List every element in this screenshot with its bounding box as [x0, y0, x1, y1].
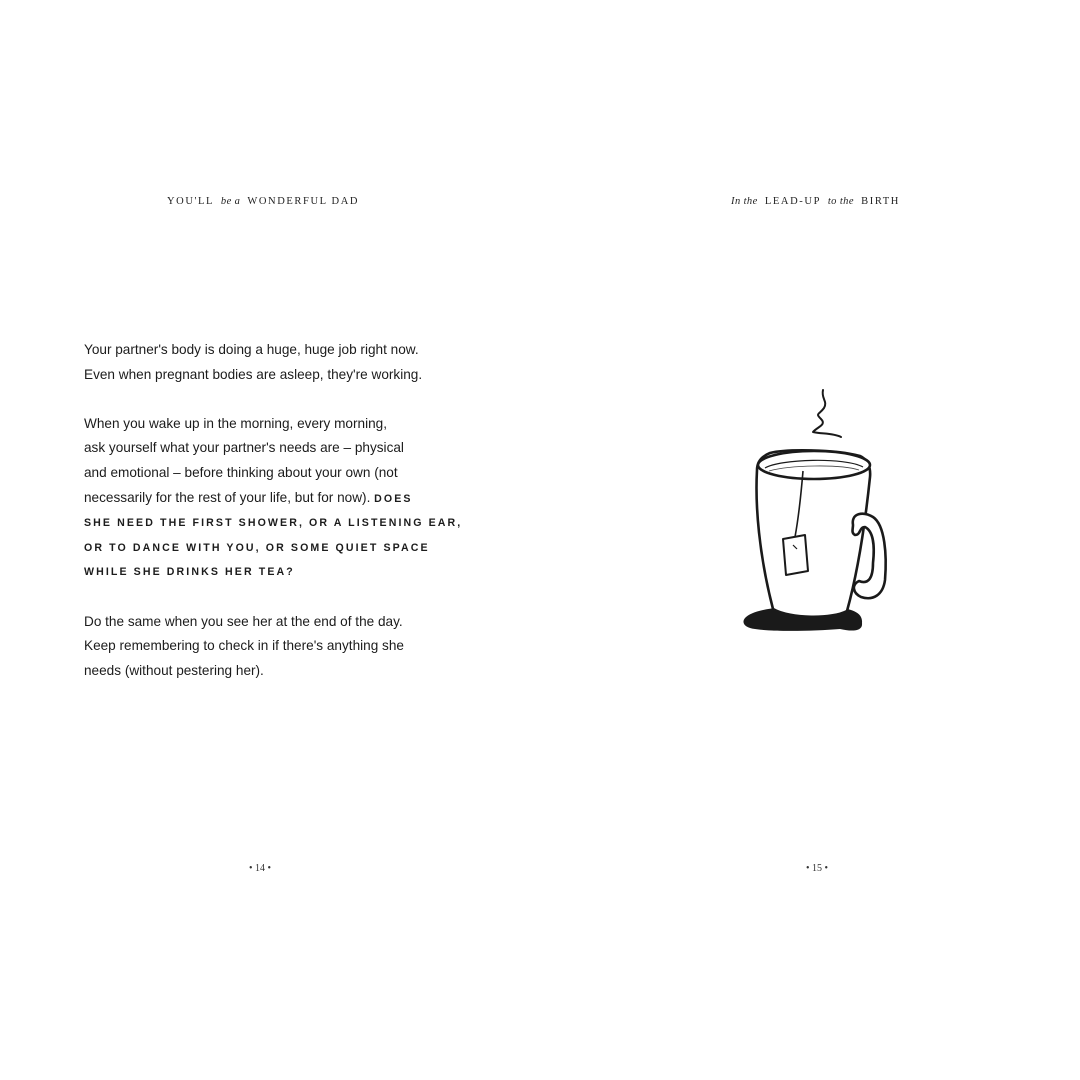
paragraph-3-line-3: needs (without pestering her).: [84, 662, 264, 678]
running-head-left-part3: WONDERFUL DAD: [247, 196, 360, 207]
paragraph-2-line-1: When you wake up in the morning, every morning,: [84, 415, 387, 431]
emphasis-caps-4: WHILE SHE DRINKS HER TEA?: [84, 566, 295, 579]
running-head-right: [728, 196, 900, 207]
paragraph-3: [84, 610, 464, 684]
emphasis-caps-2: SHE NEED THE FIRST SHOWER, OR A LISTENING EAR,: [84, 517, 463, 530]
steam-icon: [813, 390, 841, 437]
paragraph-2-line-3: and emotional – before thinking about your own (not: [84, 464, 398, 480]
body-text: [84, 338, 464, 708]
paragraph-1: [84, 338, 464, 387]
running-head-left: [167, 196, 359, 207]
tea-mug-icon: [735, 385, 895, 645]
paragraph-2-line-2: ask yourself what your partner's needs are – physical: [84, 440, 404, 456]
emphasis-caps-1: DOES: [374, 492, 413, 505]
running-head-right-part3: to the: [827, 196, 854, 207]
paragraph-3-line-2: Keep remembering to check in if there's anything she: [84, 638, 404, 654]
paragraph-1-line-1: Your partner's body is doing a huge, huge job right now.: [84, 342, 419, 357]
tea-tag-icon: [783, 535, 808, 575]
running-head-left-part1: YOU'LL: [167, 196, 214, 207]
paragraph-2-line-4-text: necessarily for the rest of your life, but for now).: [84, 489, 371, 505]
running-head-right-part4: BIRTH: [861, 196, 900, 207]
page-number-left: • 14 •: [249, 863, 272, 874]
paragraph-2-line-4: [84, 486, 464, 512]
running-head-left-part2: be a: [220, 196, 241, 207]
right-page: [540, 0, 1080, 1080]
paragraph-2: [84, 412, 464, 585]
paragraph-1-line-2: Even when pregnant bodies are asleep, they're working.: [84, 366, 423, 382]
running-head-right-part1: In the: [731, 196, 758, 207]
emphasis-caps-3: OR TO DANCE WITH YOU, OR SOME QUIET SPACE: [84, 541, 430, 554]
paragraph-3-line-1: Do the same when you see her at the end of the day.: [84, 613, 403, 629]
page-number-right: • 15 •: [806, 863, 829, 874]
running-head-right-part2: LEAD-UP: [764, 196, 821, 207]
